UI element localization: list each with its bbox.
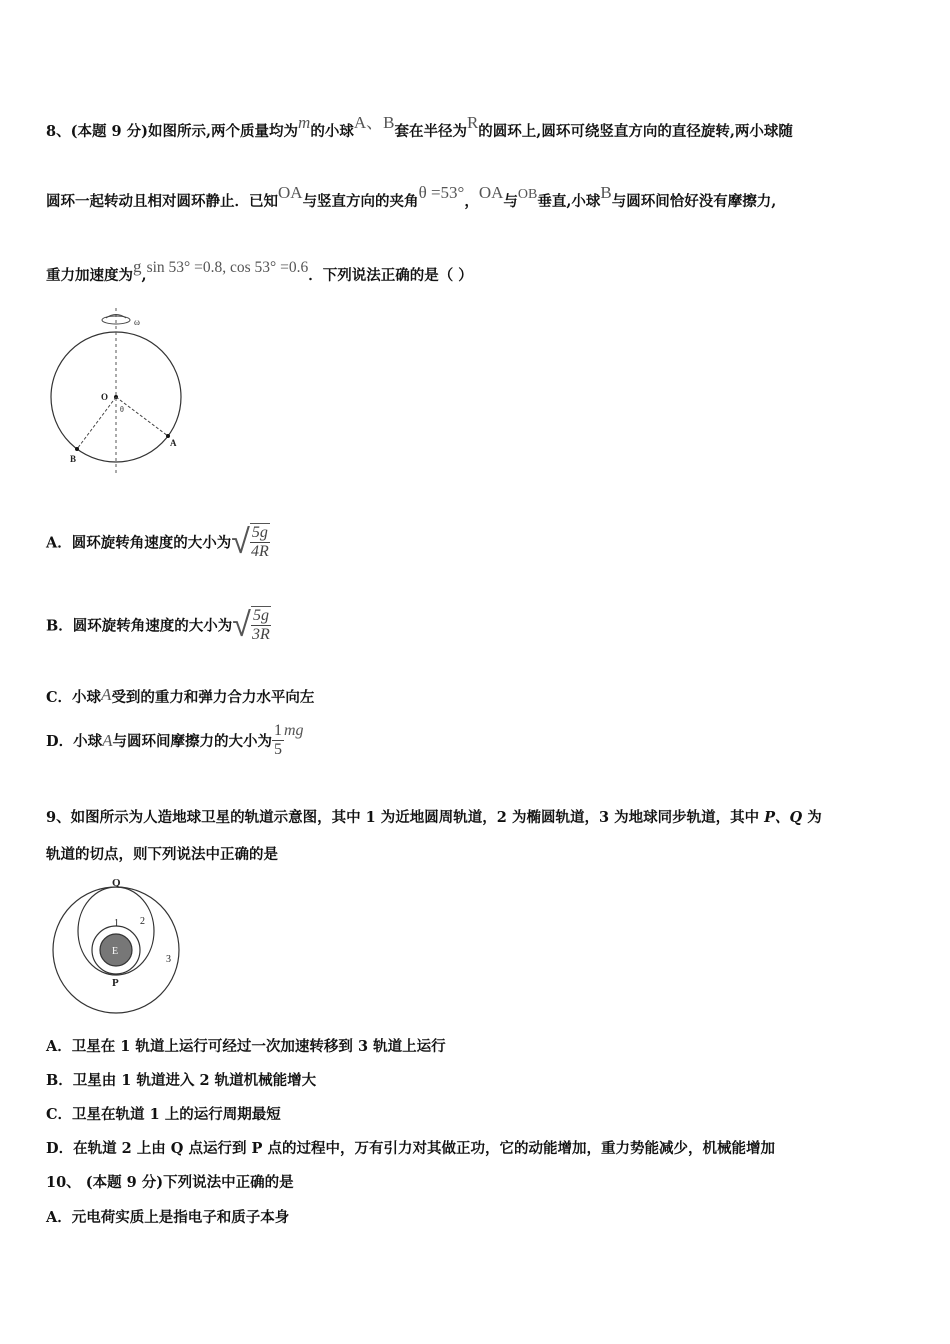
option-text: 受到的重力和弹力合力水平向左 xyxy=(111,689,315,706)
sqrt-expression xyxy=(231,522,270,562)
q10-title: 10、 (本题 9 分)下列说法中正确的是 xyxy=(46,1174,294,1191)
sqrt-icon: √ xyxy=(231,522,250,562)
q8-text: 垂直,小球 xyxy=(537,193,601,210)
q9-option-a: A．卫星在 1 轨道上运行可经过一次加速转移到 3 轨道上运行 xyxy=(46,1038,446,1055)
q8-text: 8、(本题 9 分)如图所示,两个质量均为 xyxy=(46,123,299,140)
denominator: 5 xyxy=(273,741,282,758)
math-mg: mg xyxy=(283,721,304,739)
label-p: P xyxy=(112,977,119,989)
q8-text: 的小球 xyxy=(310,123,354,140)
omega-label: ω xyxy=(134,317,140,327)
q8-line-1 xyxy=(46,113,793,141)
line-oa xyxy=(116,397,168,436)
q9-text: 9、如图所示为人造地球卫星的轨道示意图，其中 xyxy=(46,809,366,826)
fraction xyxy=(272,722,284,759)
math-theta: θ =53° xyxy=(418,183,465,202)
q8-option-a xyxy=(46,522,270,562)
sqrt-icon: √ xyxy=(232,605,251,645)
label-a: A xyxy=(170,438,177,448)
q9-option-d: D．在轨道 2 上由 Q 点运行到 P 点的过程中，万有引力对其做正功，它的动能增加，重力势能减少，机械能增加 xyxy=(46,1140,775,1157)
math-g: g xyxy=(133,257,142,276)
q8-option-b xyxy=(46,605,271,645)
q9-text: 为 xyxy=(802,809,822,826)
label-b: B xyxy=(70,454,77,464)
q9-text: 2 xyxy=(496,809,507,826)
math-ob: OB xyxy=(517,187,538,202)
numerator: 5g xyxy=(252,607,269,624)
q9-text: 为椭圆轨道， xyxy=(506,809,599,826)
q9-text: 轨道的切点，则下列说法中正确的是 xyxy=(46,846,278,863)
q8-text: 套在半径为 xyxy=(394,123,467,140)
q10-option-a: A．元电荷实质上是指电子和质子本身 xyxy=(46,1209,290,1226)
label-theta: θ xyxy=(120,405,124,414)
q8-line-2 xyxy=(46,183,777,211)
option-text: B．圆环旋转角速度的大小为 xyxy=(46,617,233,635)
label-orbit-1: 1 xyxy=(114,918,119,929)
q9-option-c: C．卫星在轨道 1 上的运行周期最短 xyxy=(46,1106,281,1123)
q8-text: 与 xyxy=(503,193,518,210)
label-q: Q xyxy=(112,877,121,889)
q8-text: 的圆环上,圆环可绕竖直方向的直径旋转,两小球随 xyxy=(478,123,793,140)
math-a: A xyxy=(102,730,113,750)
q9-text: 为近地圆周轨道， xyxy=(375,809,497,826)
q9-option-b: B．卫星由 1 轨道进入 2 轨道机械能增大 xyxy=(46,1072,317,1089)
q8-text: ．下列说法正确的是（ ） xyxy=(308,267,473,284)
math-r: R xyxy=(466,113,479,132)
q8-text: 与圆环间恰好没有摩擦力, xyxy=(611,193,777,210)
q9-text: 1 xyxy=(365,809,376,826)
q8-text: 与竖直方向的夹角 xyxy=(302,193,419,210)
math-trig: sin 53° =0.8, cos 53° =0.6 xyxy=(146,259,309,276)
math-oa: OA xyxy=(478,183,504,202)
q8-ring-figure xyxy=(46,308,196,478)
numerator: 1 xyxy=(273,722,282,739)
label-e: E xyxy=(112,946,119,957)
math-b: B xyxy=(600,183,612,202)
math-oa: OA xyxy=(278,183,303,202)
denominator: 4R xyxy=(251,543,269,560)
q8-line-3 xyxy=(46,257,473,285)
math-ab: A、B xyxy=(353,113,395,132)
q8-option-c xyxy=(46,686,314,707)
option-text: D．小球 xyxy=(46,733,103,750)
q9-text: 为地球同步轨道，其中 xyxy=(609,809,765,826)
q9-orbit-figure xyxy=(46,874,196,1014)
math-a: A xyxy=(101,685,112,704)
option-text: C．小球 xyxy=(46,689,102,706)
q9-text: P、Q xyxy=(764,809,803,826)
q8-text: ， xyxy=(464,193,479,210)
option-text: A．圆环旋转角速度的大小为 xyxy=(46,534,232,552)
label-orbit-2: 2 xyxy=(140,916,145,927)
numerator: 5g xyxy=(251,524,268,541)
math-m: m xyxy=(298,113,311,132)
sqrt-expression xyxy=(232,605,271,645)
q8-text: 圆环一起转动且相对圆环静止．已知 xyxy=(46,193,278,210)
q9-text: 3 xyxy=(598,809,610,826)
denominator: 3R xyxy=(252,626,270,643)
label-o: O xyxy=(101,392,109,402)
q9-line-1 xyxy=(46,806,822,827)
q8-option-d xyxy=(46,722,304,759)
ball-b xyxy=(75,447,79,451)
line-ob xyxy=(77,397,116,449)
label-orbit-3: 3 xyxy=(166,954,171,965)
option-text: 与圆环间摩擦力的大小为 xyxy=(112,733,272,750)
q8-text: 重力加速度为 xyxy=(46,267,133,284)
q8-text: , xyxy=(141,267,147,284)
q9-line-2 xyxy=(46,843,278,864)
